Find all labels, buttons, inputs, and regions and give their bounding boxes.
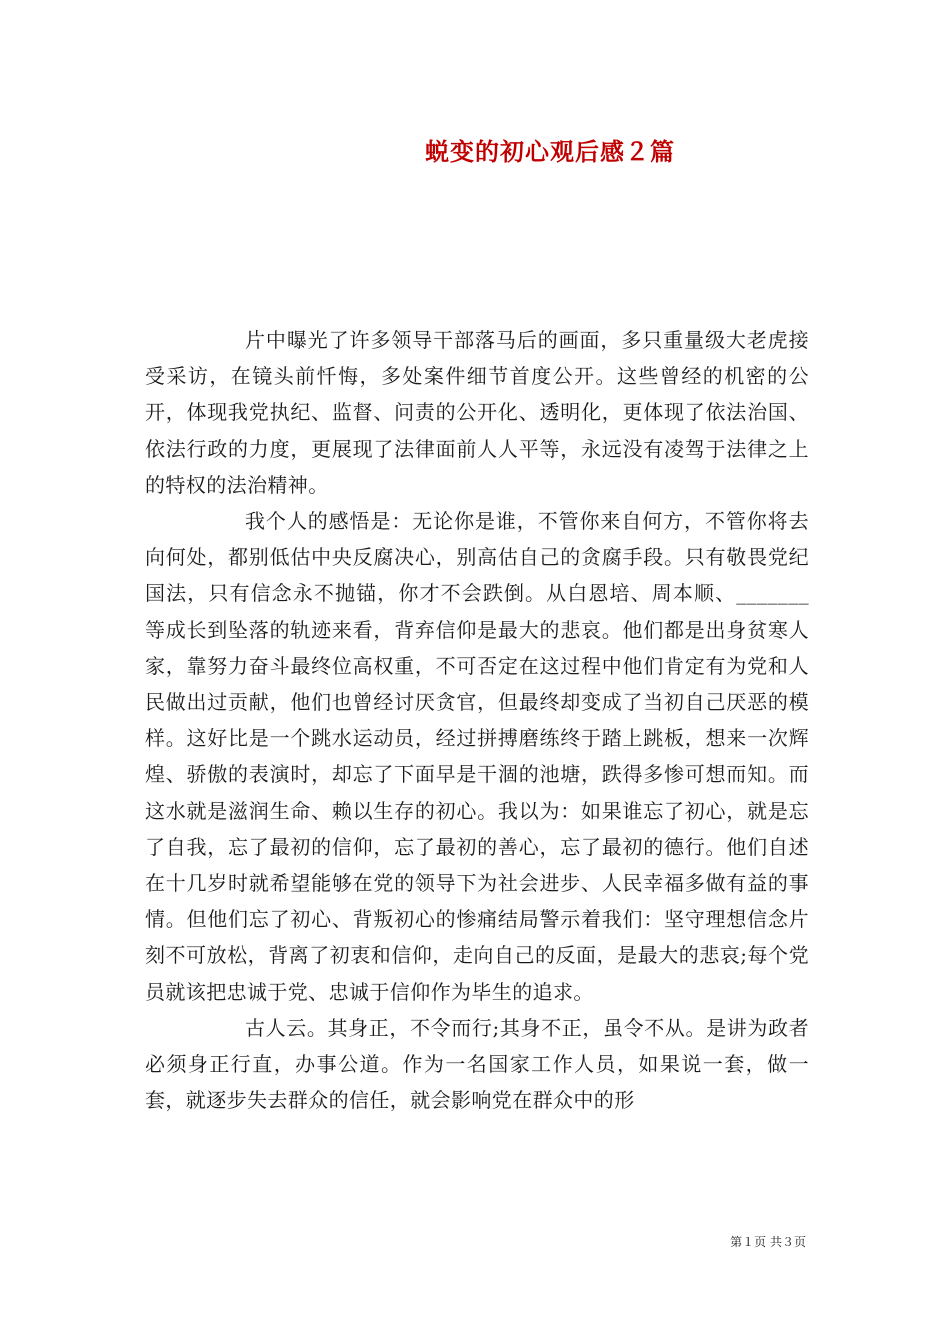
page-number-footer: 第１页 共３页 xyxy=(730,1235,806,1249)
document-body xyxy=(145,322,809,1118)
document-title: 蜕变的初心观后感２篇 xyxy=(425,137,675,166)
paragraph: 片中曝光了许多领导干部落马后的画面，多只重量级大老虎接受采访，在镜头前忏悔，多处案件细节首度公开。这些曾经的机密的公开，体现我党执纪、监督、问责的公开化、透明化，更体现了依法治国、依法行政的力度，更展现了法律面前人人平等，永远没有凌驾于法律之上的特权的法治精神。 xyxy=(145,328,809,497)
paragraph: 我个人的感悟是：无论你是谁，不管你来自何方，不管你将去向何处，都别低估中央反腐决心，别高估自己的贪腐手段。只有敬畏党纪国法，只有信念永不抛锚，你才不会跌倒。从白恩培、周本顺、_______等成长到坠落的轨迹来看，背弃信仰是最大的悲哀。他们都是出身贫寒人家，靠努力奋斗最终位高权重，不可否定在这过程中他们肯定有为党和人民做出过贡献，他们也曾经讨厌贪官，但最终却变成了当初自己厌恶的模样。这好比是一个跳水运动员，经过拼搏磨练终于踏上跳板，想来一次辉煌、骄傲的表演时，却忘了下面早是干涸的池塘，跌得多惨可想而知。而这水就是滋润生命、赖以生存的初心。我以为：如果谁忘了初心，就是忘了自我，忘了最初的信仰，忘了最初的善心，忘了最初的德行。他们自述在十几岁时就希望能够在党的领导下为社会进步、人民幸福多做有益的事情。但他们忘了初心、背叛初心的惨痛结局警示着我们：坚守理想信念片刻不可放松，背离了初衷和信仰，走向自己的反面，是最大的悲哀;每个党员就该把忠诚于党、忠诚于信仰作为毕生的追求。 xyxy=(145,509,809,1004)
paragraph: 古人云。其身正，不令而行;其身不正，虽令不从。是讲为政者必须身正行直，办事公道。作为一名国家工作人员，如果说一套，做一套，就逐步失去群众的信任，就会影响党在群众中的形 xyxy=(145,1015,809,1113)
